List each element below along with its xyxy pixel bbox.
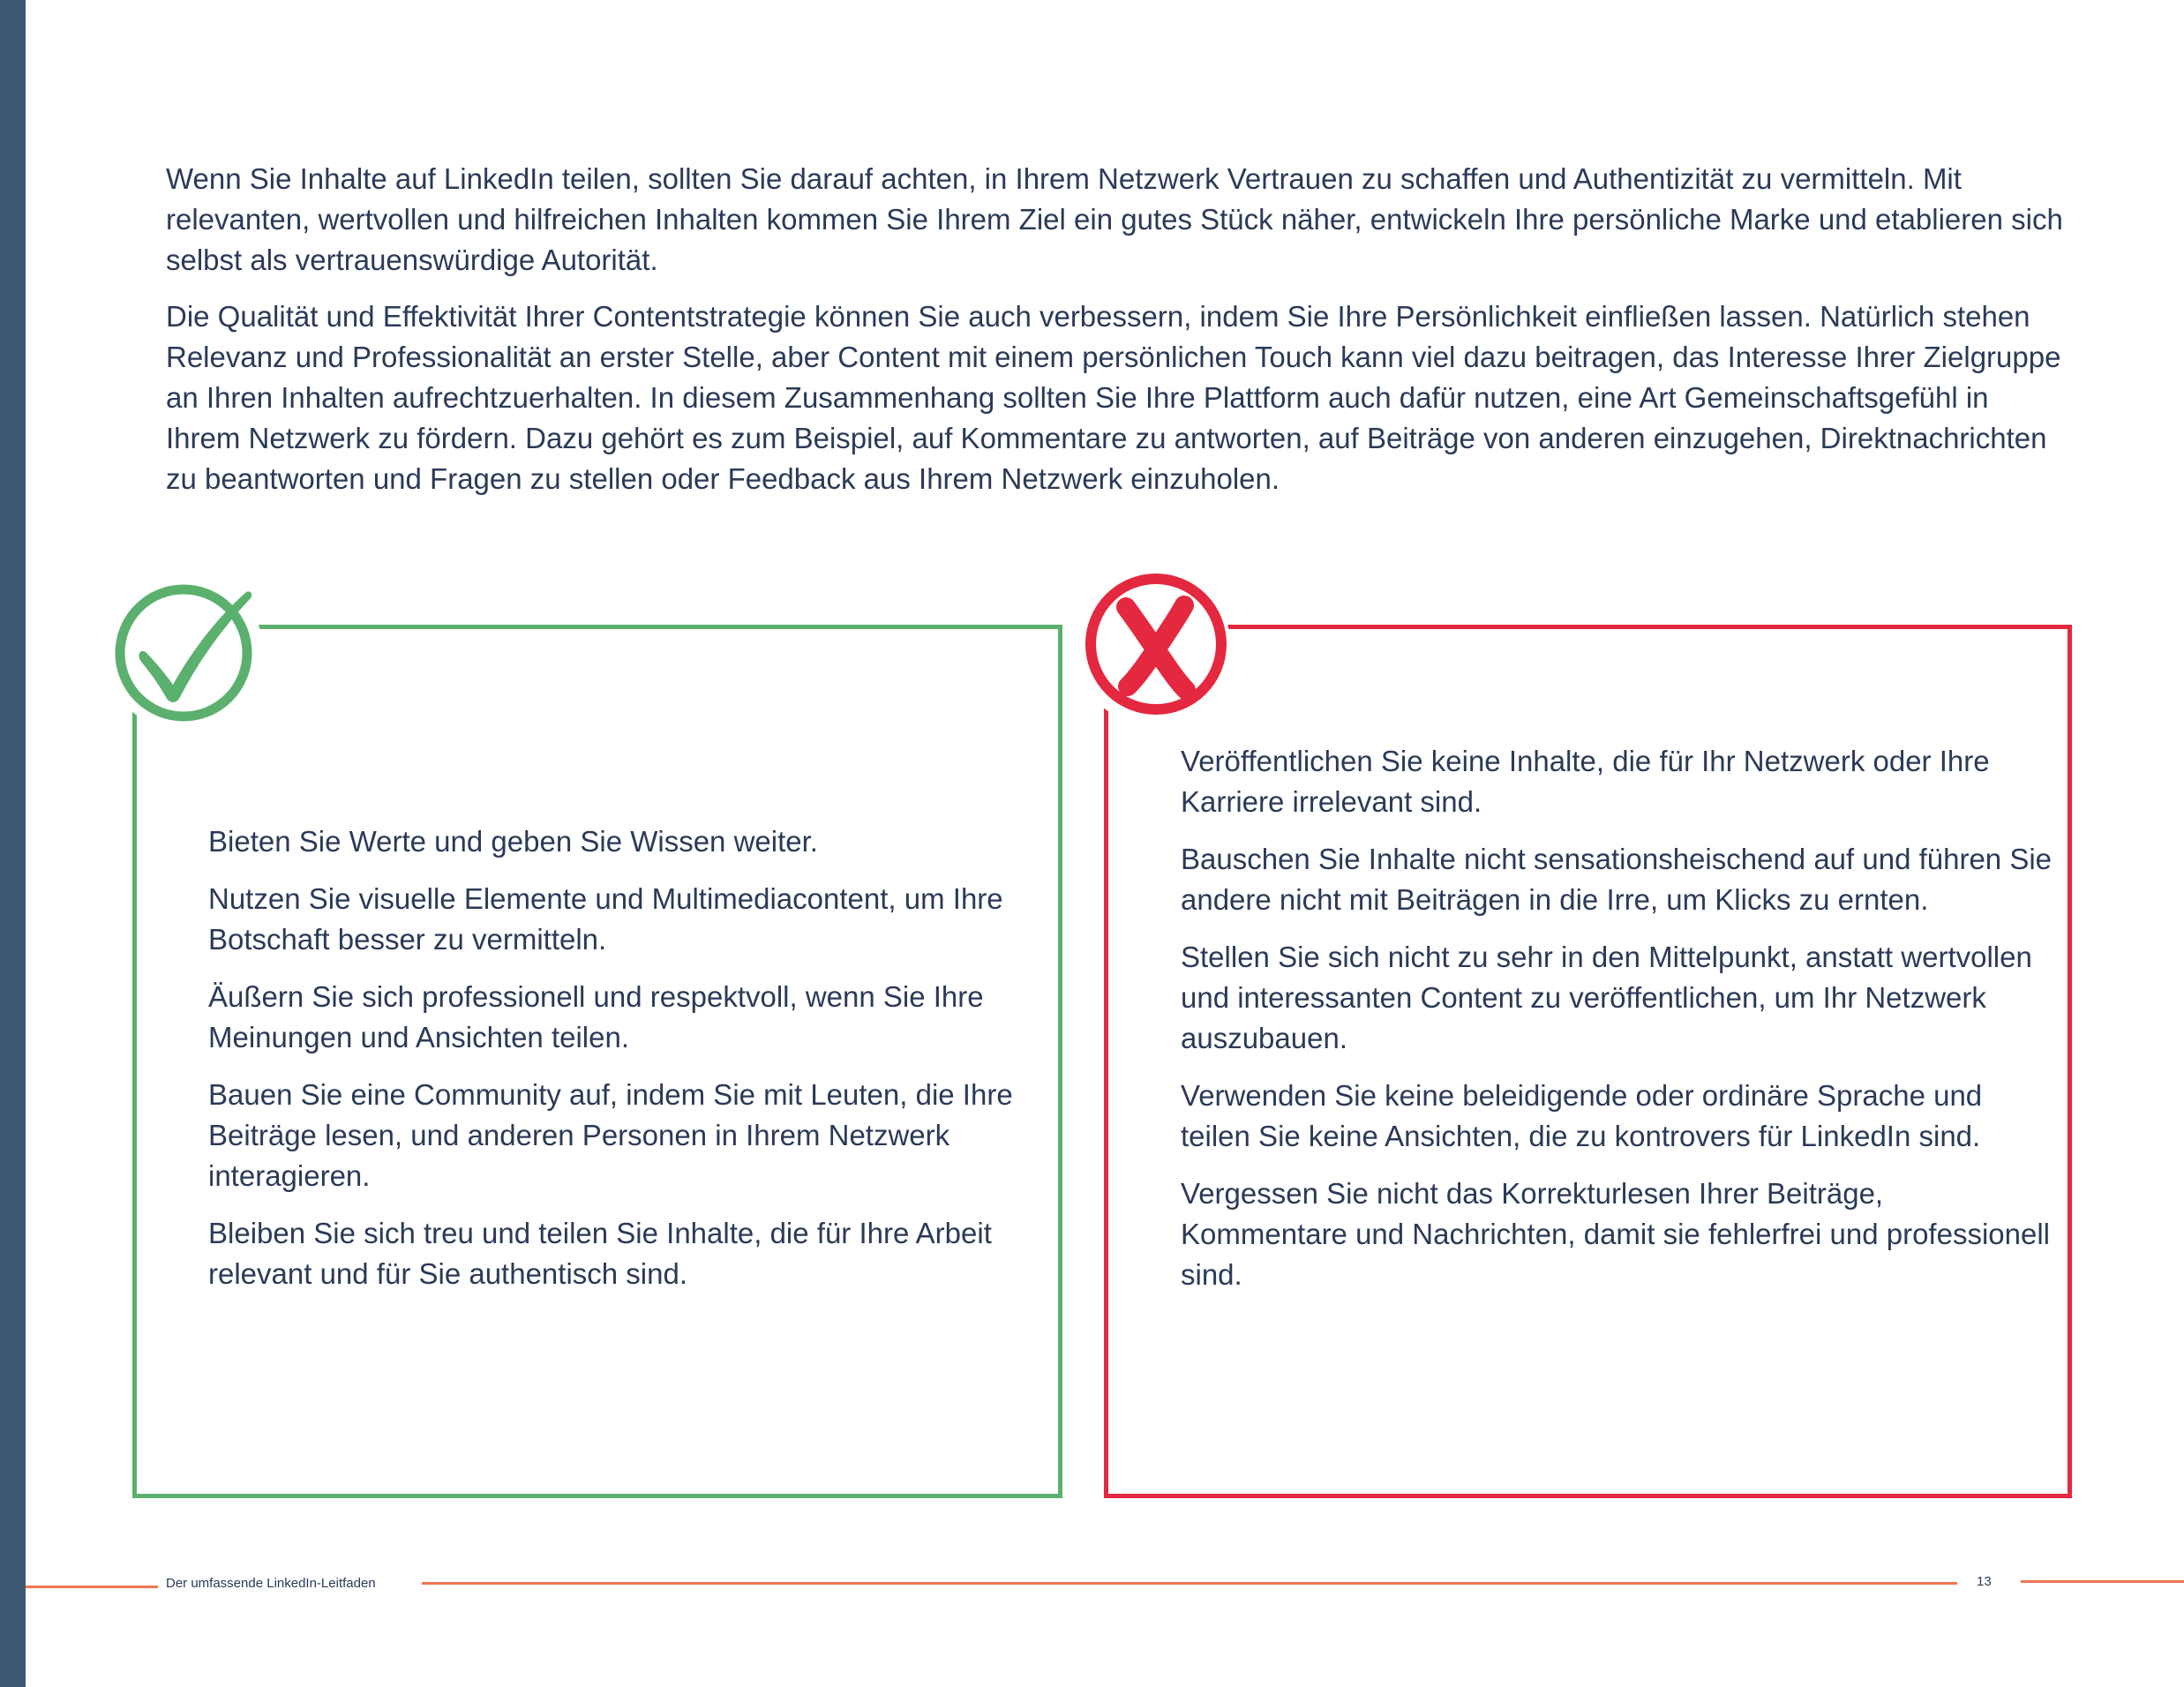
- donts-item: Vergessen Sie nicht das Korrekturlesen Ihrer Beiträge, Kommentare und Nachrichten, damit sie fehlerfrei und professionell sind.: [1181, 1177, 2051, 1291]
- dos-item: Bauen Sie eine Community auf, indem Sie mit Leuten, die Ihre Beiträge lesen, und anderen Personen in Ihrem Netzwerk interagieren.: [208, 1078, 1013, 1192]
- left-accent-bar: [0, 0, 26, 1687]
- intro-section: [166, 159, 2063, 515]
- checkmark-icon: [104, 572, 263, 731]
- cross-icon: [1071, 565, 1230, 724]
- donts-item: Veröffentlichen Sie keine Inhalte, die für Ihr Netzwerk oder Ihre Karriere irrelevant sind.: [1181, 745, 1990, 818]
- dos-item: Bleiben Sie sich treu und teilen Sie Inhalte, die für Ihre Arbeit relevant und für Sie authentisch sind.: [208, 1217, 992, 1290]
- donts-item: Bauschen Sie Inhalte nicht sensationsheischend auf und führen Sie andere nicht mit Beiträgen in die Irre, um Klicks zu ernten.: [1181, 843, 2053, 916]
- donts-item: Verwenden Sie keine beleidigende oder ordinäre Sprache und teilen Sie keine Ansichten, die zu kontrovers für LinkedIn sind.: [1181, 1079, 1983, 1152]
- footer-divider: [2021, 1580, 2184, 1583]
- footer-divider: [26, 1586, 158, 1588]
- donts-list: [1181, 741, 2054, 1312]
- dos-item: Äußern Sie sich professionell und respektvoll, wenn Sie Ihre Meinungen und Ansichten teilen.: [208, 980, 984, 1053]
- dos-item: Bieten Sie Werte und geben Sie Wissen weiter.: [208, 825, 818, 858]
- footer-title: Der umfassende LinkedIn-Leitfaden: [166, 1576, 376, 1591]
- footer-divider: [422, 1582, 1957, 1585]
- dos-item: Nutzen Sie visuelle Elemente und Multimediacontent, um Ihre Botschaft besser zu vermitteln.: [208, 882, 1003, 956]
- page-number: 13: [1977, 1574, 1992, 1589]
- intro-paragraph: Wenn Sie Inhalte auf LinkedIn teilen, sollten Sie darauf achten, in Ihrem Netzwerk Vertrauen zu schaffen und Authentizität zu vermitteln. Mit relevanten, wertvollen und hilfreichen Inhalten kommen Sie Ihrem Ziel ein gutes Stück näher, entwickeln Ihre persönliche Marke und etablieren sich selbst als vertrauenswürdige Autorität.: [166, 162, 2063, 276]
- donts-item: Stellen Sie sich nicht zu sehr in den Mittelpunkt, anstatt wertvollen und interessanten Content zu veröffentlichen, um Ihr Netzwerk auszubauen.: [1181, 941, 2032, 1054]
- dos-list: [208, 821, 1029, 1311]
- intro-paragraph: Die Qualität und Effektivität Ihrer Contentstrategie können Sie auch verbessern, indem Sie Ihre Persönlichkeit einfließen lassen. Natürlich stehen Relevanz und Professionalität an erster Stelle, aber Content mit einem persönlichen Touch kann viel dazu beitragen, das Interesse Ihrer Zielgruppe an Ihren Inhalten aufrechtzuerhalten. In diesem Zusammenhang sollten Sie Ihre Plattform auch dafür nutzen, eine Art Gemeinschaftsgefühl in Ihrem Netzwerk zu fördern. Dazu gehört es zum Beispiel, auf Kommentare zu antworten, auf Beiträge von anderen einzugehen, Direktnachrichten zu beantworten und Fragen zu stellen oder Feedback aus Ihrem Netzwerk einzuholen.: [166, 300, 2061, 495]
